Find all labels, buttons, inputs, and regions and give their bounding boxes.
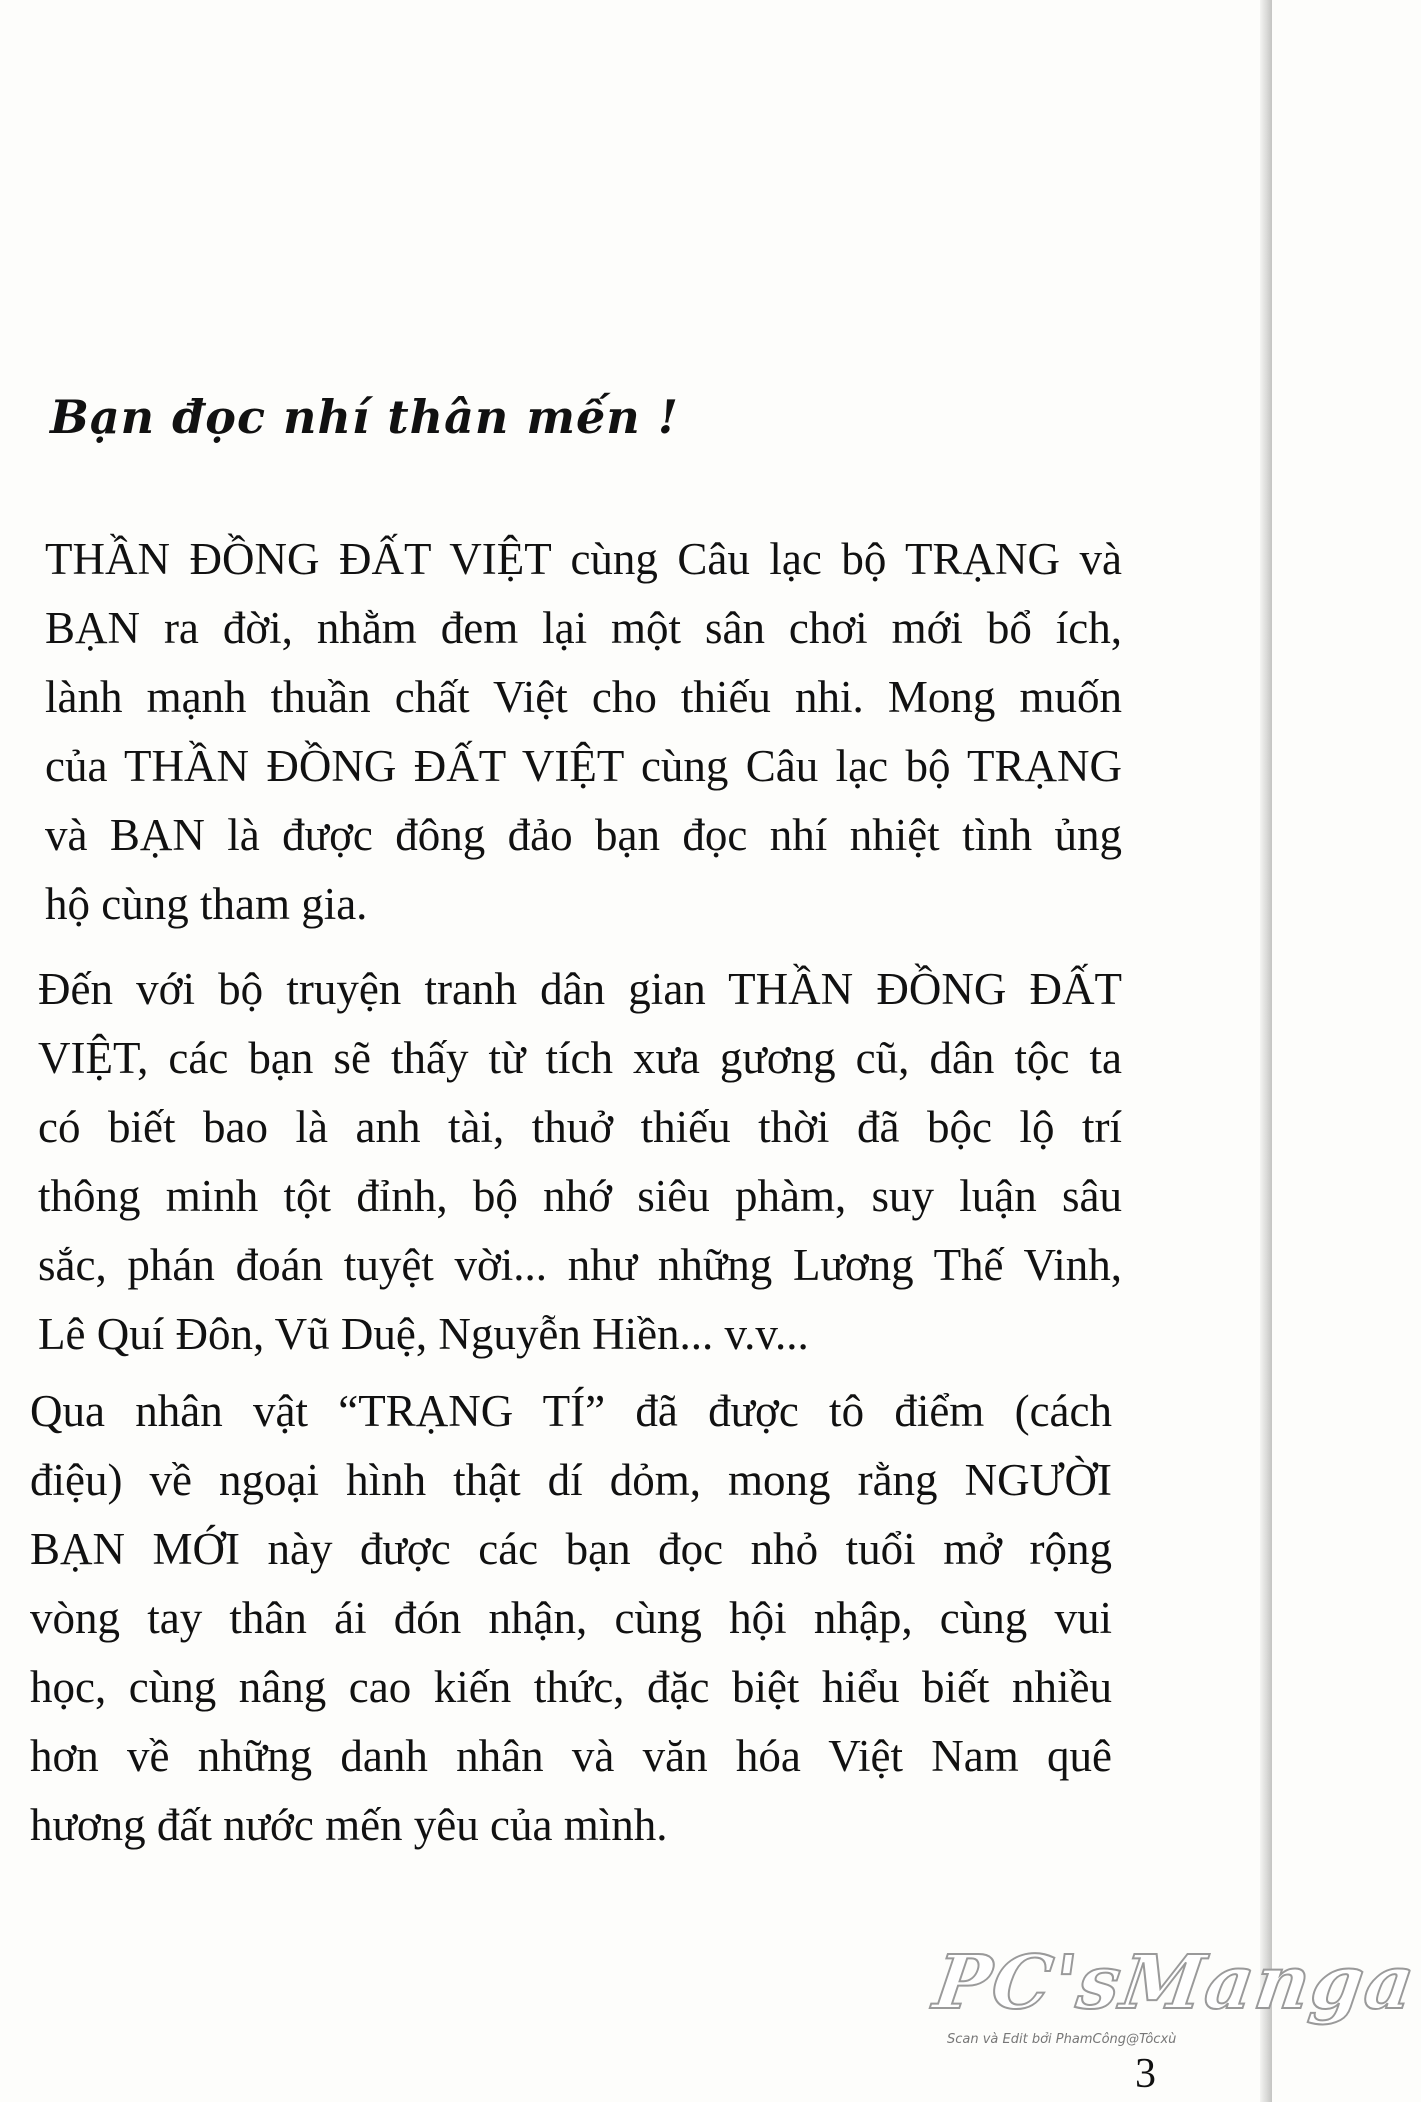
text-line: Đến với bộ truyện tranh dân gian THẦN ĐỒNG ĐẤT (38, 964, 1122, 1014)
greeting-heading: Bạn đọc nhí thân mến ! (50, 390, 679, 444)
text-line: VIỆT, các bạn sẽ thấy từ tích xưa gương cũ, dân tộc ta (38, 1033, 1122, 1083)
text-line: học, cùng nâng cao kiến thức, đặc biệt hiểu biết nhiều (30, 1662, 1112, 1712)
text-line: có biết bao là anh tài, thuở thiếu thời đã bộc lộ trí (38, 1102, 1122, 1152)
text-line: THẦN ĐỒNG ĐẤT VIỆT cùng Câu lạc bộ TRẠNG và (45, 534, 1122, 584)
watermark-logo (928, 1940, 1421, 2060)
text-line: hơn về những danh nhân và văn hóa Việt Nam quê (30, 1731, 1112, 1781)
text-line: Lê Quí Đôn, Vũ Duệ, Nguyễn Hiền... v.v... (38, 1309, 809, 1359)
text-line: hương đất nước mến yêu của mình. (30, 1800, 668, 1850)
text-line: điệu) về ngoại hình thật dí dỏm, mong rằng NGƯỜI (30, 1455, 1112, 1505)
paragraph-character (30, 1377, 1112, 1860)
paragraph-intro (45, 525, 1122, 939)
scan-edge-shadow (1260, 0, 1272, 2102)
text-line: lành mạnh thuần chất Việt cho thiếu nhi. Mong muốn (45, 672, 1122, 722)
text-line: của THẦN ĐỒNG ĐẤT VIỆT cùng Câu lạc bộ TRẠNG (45, 741, 1122, 791)
text-line: BẠN MỚI này được các bạn đọc nhỏ tuổi mở rộng (30, 1524, 1112, 1574)
text-line: và BẠN là được đông đảo bạn đọc nhí nhiệt tình ủng (45, 810, 1122, 860)
text-line: Qua nhân vật “TRẠNG TÍ” đã được tô điểm (cách (30, 1386, 1112, 1436)
paragraph-series (38, 955, 1122, 1369)
text-line: BẠN ra đời, nhằm đem lại một sân chơi mới bổ ích, (45, 603, 1122, 653)
watermark-credit: Scan và Edit bởi PhamCông@Tôcxù (947, 2032, 1177, 2047)
watermark-text: PC'sManga (928, 1940, 1421, 2026)
page-number: 3 (1135, 2051, 1156, 2097)
text-line: sắc, phán đoán tuyệt vời... như những Lương Thế Vinh, (38, 1240, 1122, 1290)
text-line: hộ cùng tham gia. (45, 879, 368, 929)
text-line: vòng tay thân ái đón nhận, cùng hội nhập, cùng vui (30, 1593, 1112, 1643)
text-line: thông minh tột đỉnh, bộ nhớ siêu phàm, suy luận sâu (38, 1171, 1122, 1221)
